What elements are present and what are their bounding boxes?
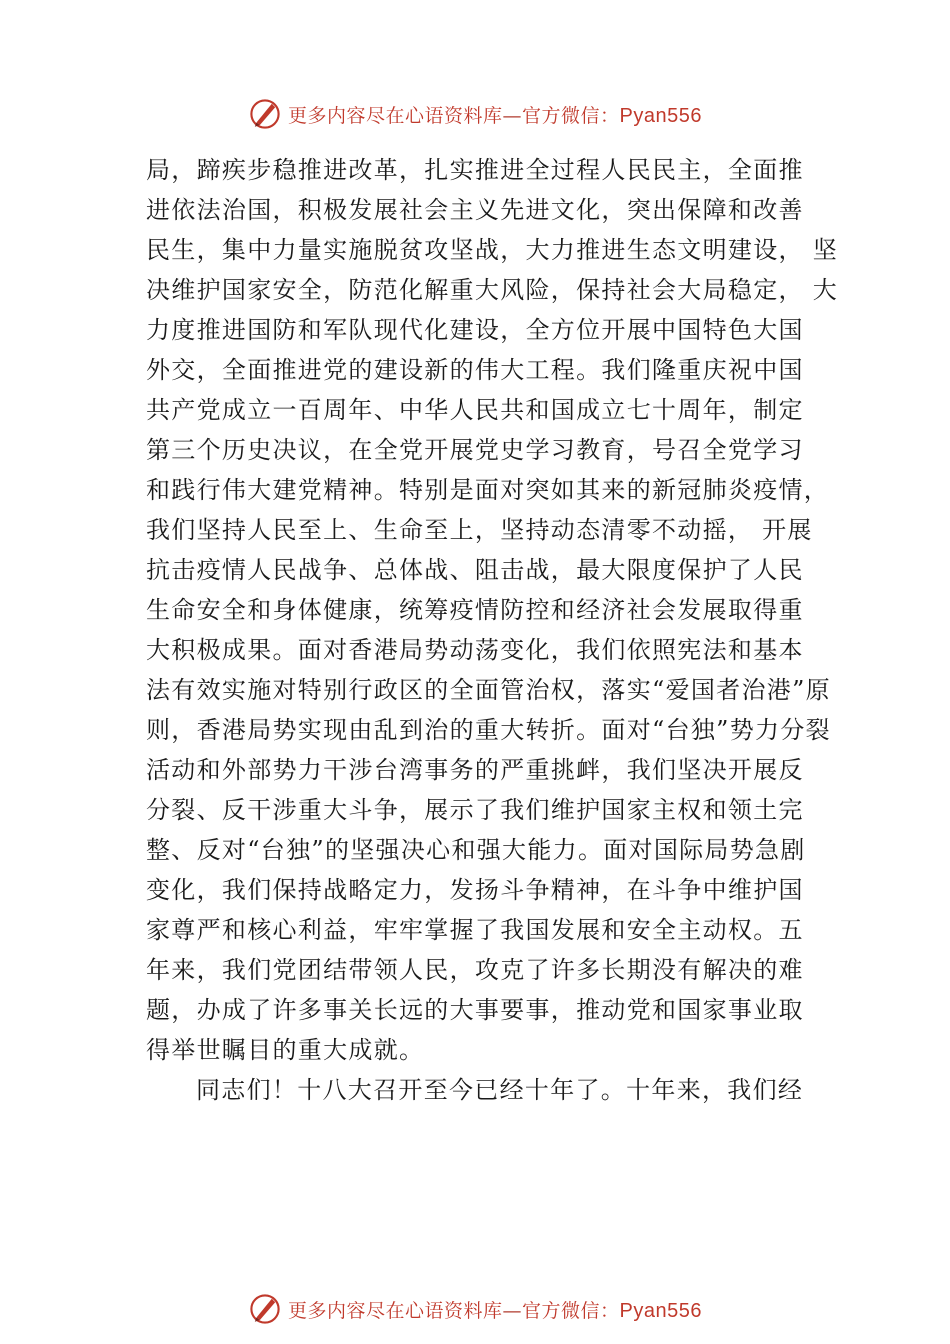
header-watermark — [0, 94, 950, 134]
footer-watermark — [0, 1289, 950, 1329]
body-line: 法有效实施对特别行政区的全面管治权，落实“爱国者治港”原 — [146, 676, 831, 704]
watermark-text: 更多内容尽在心语资料库—官方微信：Pyan556 — [288, 1299, 702, 1322]
body-line: 进依法治国，积极发展社会主义先进文化，突出保障和改善 — [146, 196, 804, 224]
body-line: 活动和外部势力干涉台湾事务的严重挑衅，我们坚决开展反 — [146, 756, 804, 784]
document-body — [146, 150, 839, 1110]
pen-logo-icon — [248, 97, 282, 131]
body-line: 家尊严和核心利益，牢牢掌握了我国发展和安全主动权。五 — [146, 916, 804, 944]
body-line: 民生，集中力量实施脱贫攻坚战，大力推进生态文明建设， 坚 — [146, 236, 839, 264]
body-line: 局，蹄疾步稳推进改革，扎实推进全过程人民民主，全面推 — [146, 156, 804, 184]
body-line: 第三个历史决议，在全党开展党史学习教育，号召全党学习 — [146, 436, 804, 464]
body-line: 大积极成果。面对香港局势动荡变化，我们依照宪法和基本 — [146, 636, 804, 664]
body-line: 年来，我们党团结带领人民，攻克了许多长期没有解决的难 — [146, 956, 804, 984]
watermark-text: 更多内容尽在心语资料库—官方微信：Pyan556 — [288, 104, 702, 127]
body-line: 得举世瞩目的重大成就。 — [146, 1036, 425, 1064]
body-line: 力度推进国防和军队现代化建设，全方位开展中国特色大国 — [146, 316, 804, 344]
body-line: 抗击疫情人民战争、总体战、阻击战，最大限度保护了人民 — [146, 556, 804, 584]
wechat-handle: Pyan556 — [619, 1299, 702, 1322]
wechat-handle: Pyan556 — [619, 104, 702, 127]
body-line: 变化，我们保持战略定力，发扬斗争精神，在斗争中维护国 — [146, 876, 804, 904]
body-line: 共产党成立一百周年、中华人民共和国成立七十周年，制定 — [146, 396, 804, 424]
body-line: 整、反对“台独”的坚强决心和强大能力。面对国际局势急剧 — [146, 836, 806, 864]
body-line: 题，办成了许多事关长远的大事要事，推动党和国家事业取 — [146, 996, 804, 1024]
body-line: 生命安全和身体健康，统筹疫情防控和经济社会发展取得重 — [146, 596, 804, 624]
body-line: 决维护国家安全，防范化解重大风险，保持社会大局稳定， 大 — [146, 276, 839, 304]
body-line: 外交，全面推进党的建设新的伟大工程。我们隆重庆祝中国 — [146, 356, 804, 384]
body-line: 分裂、反干涉重大斗争，展示了我们维护国家主权和领土完 — [146, 796, 804, 824]
paragraph-start-line: 同志们！十八大召开至今已经十年了。十年来，我们经 — [196, 1076, 804, 1104]
body-line: 我们坚持人民至上、生命至上，坚持动态清零不动摇， 开展 — [146, 516, 813, 544]
body-line: 和践行伟大建党精神。特别是面对突如其来的新冠肺炎疫情， — [146, 476, 830, 504]
pen-logo-icon — [248, 1292, 282, 1326]
body-line: 则，香港局势实现由乱到治的重大转折。面对“台独”势力分裂 — [146, 716, 831, 744]
